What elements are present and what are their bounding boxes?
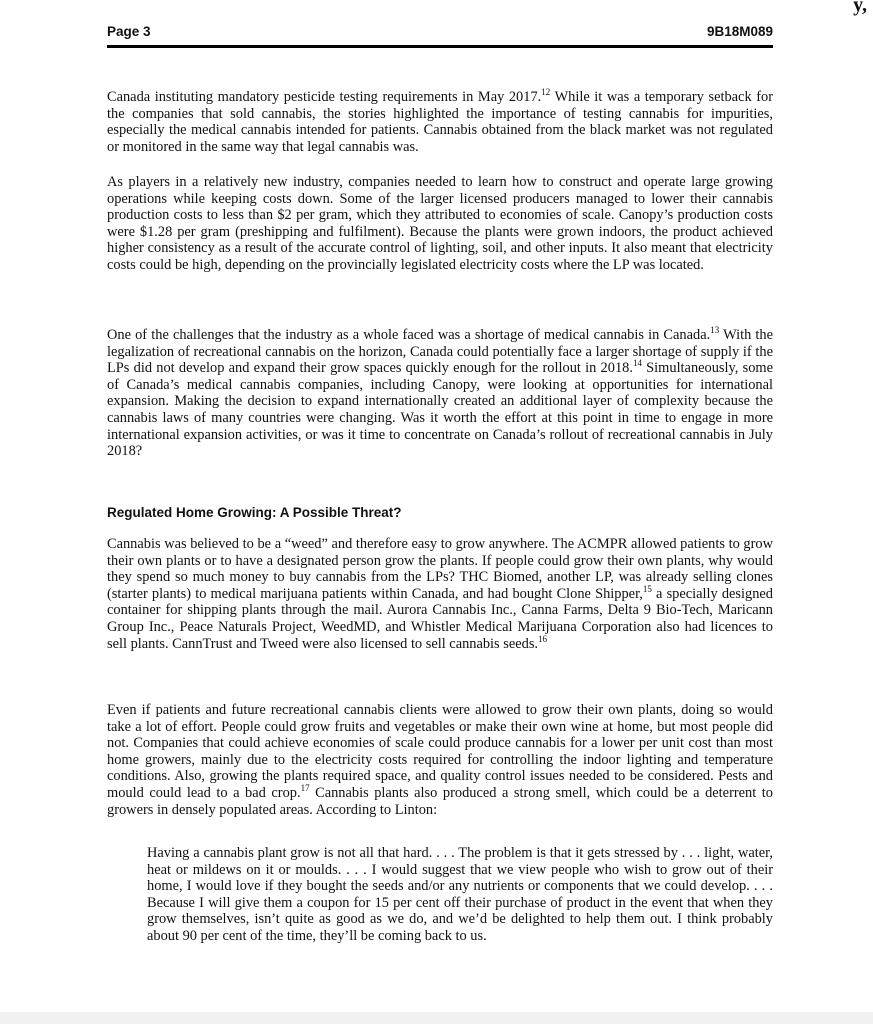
text-segment: One of the challenges that the industry as a whole faced was a shortage of medical cannabis in Canada. [107,327,711,343]
footnote-reference[interactable]: 12 [541,87,551,97]
footnote-reference[interactable]: 17 [300,782,310,793]
paragraph-3 [107,327,773,460]
text-segment: Simultaneously, some of Canada’s medical cannabis companies, including Canopy, were looking at opportunities for international expansion. Making the decision to expand internationally created an additional layer of complexity because the cannabis laws of many countries were changing. Was it worth the effort at this point in time to engage in more international expansion activities, or was it time to concentrate on Canada’s rollout of recreational cannabis in July 2018? [107,360,773,460]
text-segment: Cannabis was believed to be a “weed” and therefore easy to grow anywhere. The ACMPR allowed patients to grow their own plants or to have a designated person grow the plants. If people could grow their own plants, why would they spend so much money to buy cannabis from the LPs? THC Biomed, another LP, was already selling clones (starter plants) to medical marijuana patients within Canada, and had bought Clone Shipper, [107,536,773,602]
paragraph-1 [107,89,773,155]
text-segment: a specially designed container for shipping plants through the mail. Aurora Cannabis Inc., Canna Farms, Delta 9 Bio-Tech, Maricann Group Inc., Peace Naturals Project, WeedMD, and Whistler Medical Marijuana Corporation also had licences to sell plants. CannTrust and Tweed were also licensed to sell cannabis seeds. [107,585,774,652]
text-segment: Canada instituting mandatory pesticide testing requirements in May 2017. [107,89,542,105]
page-header [107,24,773,39]
text-segment: With the legalization of recreational cannabis on the horizon, Canada could potentially face a larger shortage of supply if the LPs did not develop and expand their grow spaces quickly enough for the rollout in 2018. [107,327,773,377]
text-segment: Having a cannabis plant grow is not all that hard. . . . The problem is that it gets stressed by . . . light, water, heat or mildews on it or moulds. . . . I would suggest that we view people who wish to grow out of their home, I would love if they bought the seeds and/or any nutrients or components that we could develop. . . . Because I will give them a coupon for 15 per cent off their purchase of product in the event that when they grow themselves, isn’t quite as good as we do, and we’d be delighted to help them out. I think probably about 90 per cent of the time, they’ll be coming back to us. [147,845,773,944]
paragraph-5 [107,702,773,818]
text-segment: Even if patients and future recreational cannabis clients were allowed to grow their own plants, doing so would take a lot of effort. People could grow fruits and vegetables or make their own wine at home, but most people did not. Companies that could achieve economies of scale could produce cannabis for a lower per unit cost than most home growers, mainly due to the electricity costs required for controlling the indoor lighting and temperature conditions. Also, growing the plants required space, and quality control issues needed to be considered. Pests and mould could lead to a bad crop. [107,702,773,801]
footnote-reference[interactable]: 15 [642,583,652,594]
header-rule [107,45,773,48]
document-code: 9B18M089 [706,24,773,39]
block-quote [147,845,773,945]
text-segment: As players in a relatively new industry, companies needed to learn how to construct and operate large growing operations while keeping costs down. Some of the larger licensed producers managed to lower their cannabis production costs to less than $2 per gram, which they attributed to economies of scale. Canopy’s production costs were $1.28 per gram (preshipping and fulfilment). Because the plants were grown indoors, the product achieved higher consistency as a result of the accurate control of lighting, soil, and other inputs. It also meant that electricity costs could be high, depending on the provincially legislated electricity costs where the LP was located. [107,174,773,273]
page-number: Page 3 [107,24,151,39]
text-segment: While it was a temporary setback for the companies that sold cannabis, the stories highlighted the importance of testing cannabis for impurities, especially the medical cannabis intended for patients. Cannabis obtained from the black market was not regulated or monitored in the same way that legal cannabis was. [107,89,773,155]
paragraph-4 [107,536,773,652]
page-bottom-edge [0,1012,873,1024]
text-segment: Cannabis plants also produced a strong smell, which could be a deterrent to growers in densely populated areas. According to Linton: [107,784,773,818]
section-heading: Regulated Home Growing: A Possible Threat? [107,505,402,520]
footnote-reference[interactable]: 13 [710,325,720,335]
footnote-reference[interactable]: 16 [538,633,548,644]
paragraph-2 [107,174,773,274]
footnote-reference[interactable]: 14 [632,358,642,369]
corner-mark: y, [853,0,867,16]
